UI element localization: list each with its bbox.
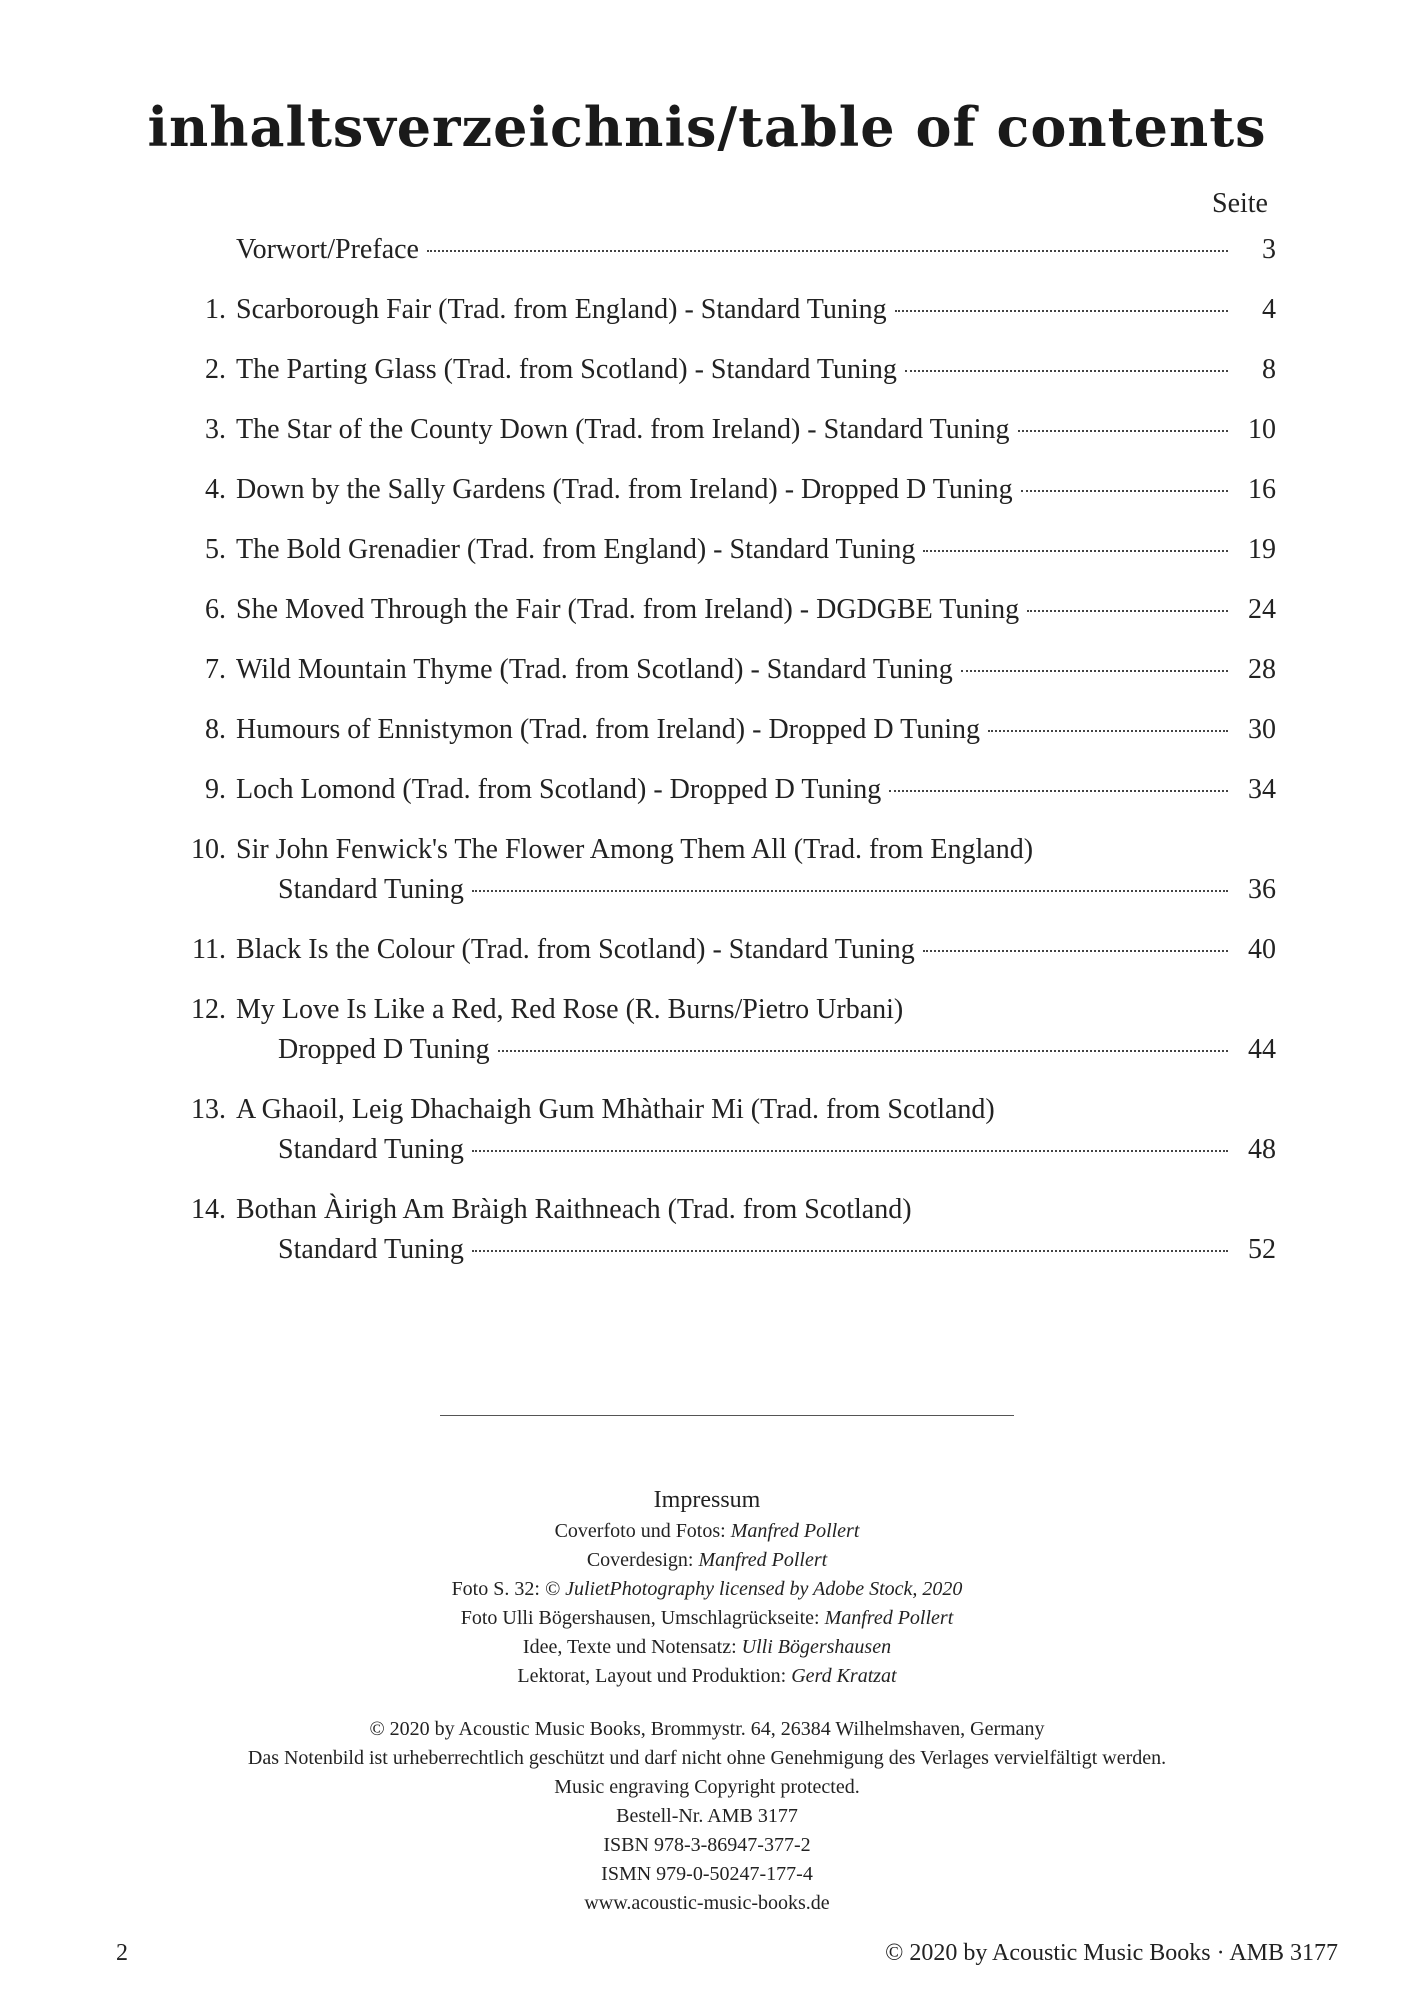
toc-entry-title: Down by the Sally Gardens (Trad. from Ireland) - Dropped D Tuning bbox=[236, 474, 1013, 505]
dot-leader bbox=[1018, 430, 1228, 432]
toc-entry-title: She Moved Through the Fair (Trad. from Ireland) - DGDGBE Tuning bbox=[236, 594, 1020, 625]
toc-entry-number: 2. bbox=[205, 354, 226, 385]
separator-rule bbox=[440, 1415, 1014, 1416]
toc-entry-11[interactable] bbox=[0, 926, 1414, 986]
toc-entry-5[interactable] bbox=[0, 526, 1414, 586]
toc-entry-6[interactable] bbox=[0, 586, 1414, 646]
toc-entry-title: My Love Is Like a Red, Red Rose (R. Burns/Pietro Urbani) bbox=[236, 994, 904, 1025]
toc-entry-number: 12. bbox=[191, 994, 226, 1025]
toc-entry-title: The Star of the County Down (Trad. from Ireland) - Standard Tuning bbox=[236, 414, 1010, 445]
dot-leader bbox=[923, 550, 1228, 552]
page-number: 2 bbox=[116, 1940, 128, 1966]
toc-entry-preface[interactable] bbox=[0, 226, 1414, 286]
toc-entry-8[interactable] bbox=[0, 706, 1414, 766]
impressum-line: Foto S. 32: © JulietPhotography licensed by Adobe Stock, 2020 bbox=[451, 1578, 963, 1600]
toc-entry-page: 3 bbox=[1262, 234, 1276, 265]
dot-leader bbox=[889, 790, 1228, 792]
toc-entry-title: Vorwort/Preface bbox=[236, 234, 419, 265]
toc-entry-page: 40 bbox=[1248, 934, 1276, 965]
isbn: ISBN 978-3-86947-377-2 bbox=[603, 1834, 811, 1856]
toc-entry-page: 16 bbox=[1248, 474, 1276, 505]
copyright-block bbox=[0, 1715, 1414, 1918]
order-number: Bestell-Nr. AMB 3177 bbox=[616, 1805, 798, 1827]
dot-leader bbox=[923, 950, 1228, 952]
toc-entry-subtitle: Dropped D Tuning bbox=[278, 1034, 490, 1065]
toc-entry-number: 14. bbox=[191, 1194, 226, 1225]
toc-entry-page: 24 bbox=[1248, 594, 1276, 625]
impressum-line: Foto Ulli Bögershausen, Umschlagrückseite: Manfred Pollert bbox=[460, 1607, 954, 1629]
toc-entry-3[interactable] bbox=[0, 406, 1414, 466]
toc-entry-title: Humours of Ennistymon (Trad. from Ireland) - Dropped D Tuning bbox=[236, 714, 981, 745]
toc-entry-2[interactable] bbox=[0, 346, 1414, 406]
toc-entry-subtitle: Standard Tuning bbox=[278, 874, 464, 905]
dot-leader bbox=[1021, 490, 1228, 492]
toc-entry-13[interactable] bbox=[0, 1086, 1414, 1186]
dot-leader bbox=[472, 1150, 1228, 1152]
toc-entry-page: 19 bbox=[1248, 534, 1276, 565]
toc-entry-title: Bothan Àirigh Am Bràigh Raithneach (Trad. from Scotland) bbox=[236, 1194, 912, 1225]
toc-entry-title: A Ghaoil, Leig Dhachaigh Gum Mhàthair Mi (Trad. from Scotland) bbox=[236, 1094, 995, 1125]
dot-leader bbox=[427, 250, 1228, 252]
toc-entry-page: 36 bbox=[1248, 874, 1276, 905]
toc-entry-title: Wild Mountain Thyme (Trad. from Scotland) - Standard Tuning bbox=[236, 654, 953, 685]
dot-leader bbox=[961, 670, 1228, 672]
toc-entry-title: Sir John Fenwick's The Flower Among Them All (Trad. from England) bbox=[236, 834, 1034, 865]
toc-entry-number: 8. bbox=[205, 714, 226, 745]
toc-entry-page: 34 bbox=[1248, 774, 1276, 805]
toc-entry-page: 52 bbox=[1248, 1234, 1276, 1265]
toc-entry-page: 44 bbox=[1248, 1034, 1276, 1065]
dot-leader bbox=[472, 1250, 1228, 1252]
dot-leader bbox=[905, 370, 1228, 372]
page-column-label: Seite bbox=[1212, 188, 1268, 219]
toc-entry-number: 5. bbox=[205, 534, 226, 565]
toc-entry-title: The Parting Glass (Trad. from Scotland) - Standard Tuning bbox=[236, 354, 897, 385]
toc-entry-page: 4 bbox=[1262, 294, 1276, 325]
toc-entry-number: 1. bbox=[205, 294, 226, 325]
dot-leader bbox=[498, 1050, 1228, 1052]
website-link[interactable]: www.acoustic-music-books.de bbox=[584, 1892, 830, 1914]
toc-entry-title: The Bold Grenadier (Trad. from England) - Standard Tuning bbox=[236, 534, 916, 565]
toc-entry-number: 13. bbox=[191, 1094, 226, 1125]
dot-leader bbox=[895, 310, 1228, 312]
dot-leader bbox=[472, 890, 1228, 892]
ismn: ISMN 979-0-50247-177-4 bbox=[601, 1863, 813, 1885]
impressum-line: Lektorat, Layout und Produktion: Gerd Kratzat bbox=[517, 1665, 897, 1687]
impressum-block bbox=[0, 1483, 1414, 1691]
copyright-line: © 2020 by Acoustic Music Books, Brommystr. 64, 26384 Wilhelmshaven, Germany bbox=[369, 1718, 1045, 1740]
toc-entry-subtitle: Standard Tuning bbox=[278, 1234, 464, 1265]
table-of-contents bbox=[0, 226, 1414, 1286]
impressum-line: Idee, Texte und Notensatz: Ulli Bögershausen bbox=[522, 1636, 892, 1658]
footer-copyright: © 2020 by Acoustic Music Books · AMB 3177 bbox=[885, 1940, 1338, 1966]
dot-leader bbox=[988, 730, 1228, 732]
toc-entry-number: 3. bbox=[205, 414, 226, 445]
toc-entry-number: 10. bbox=[191, 834, 226, 865]
impressum-line: Coverdesign: Manfred Pollert bbox=[586, 1549, 828, 1571]
page-title: inhaltsverzeichnis/table of contents bbox=[147, 95, 1267, 159]
toc-entry-10[interactable] bbox=[0, 826, 1414, 926]
toc-entry-number: 9. bbox=[205, 774, 226, 805]
toc-entry-7[interactable] bbox=[0, 646, 1414, 706]
toc-entry-14[interactable] bbox=[0, 1186, 1414, 1286]
toc-entry-subtitle: Standard Tuning bbox=[278, 1134, 464, 1165]
toc-entry-number: 4. bbox=[205, 474, 226, 505]
toc-entry-number: 7. bbox=[205, 654, 226, 685]
toc-entry-9[interactable] bbox=[0, 766, 1414, 826]
toc-entry-page: 10 bbox=[1248, 414, 1276, 445]
toc-entry-page: 30 bbox=[1248, 714, 1276, 745]
toc-entry-1[interactable] bbox=[0, 286, 1414, 346]
toc-entry-title: Scarborough Fair (Trad. from England) - Standard Tuning bbox=[236, 294, 887, 325]
toc-entry-title: Black Is the Colour (Trad. from Scotland) - Standard Tuning bbox=[236, 934, 915, 965]
toc-entry-number: 6. bbox=[205, 594, 226, 625]
copyright-line: Music engraving Copyright protected. bbox=[554, 1776, 860, 1798]
dot-leader bbox=[1027, 610, 1228, 612]
toc-entry-page: 8 bbox=[1262, 354, 1276, 385]
toc-entry-page: 28 bbox=[1248, 654, 1276, 685]
toc-entry-number: 11. bbox=[192, 934, 226, 965]
impressum-line: Coverfoto und Fotos: Manfred Pollert bbox=[554, 1520, 860, 1542]
impressum-heading: Impressum bbox=[653, 1487, 761, 1513]
toc-entry-page: 48 bbox=[1248, 1134, 1276, 1165]
toc-entry-12[interactable] bbox=[0, 986, 1414, 1086]
toc-entry-4[interactable] bbox=[0, 466, 1414, 526]
copyright-line: Das Notenbild ist urheberrechtlich geschützt und darf nicht ohne Genehmigung des Verlages vervielfältigt werden. bbox=[247, 1747, 1167, 1769]
toc-entry-title: Loch Lomond (Trad. from Scotland) - Dropped D Tuning bbox=[236, 774, 882, 805]
